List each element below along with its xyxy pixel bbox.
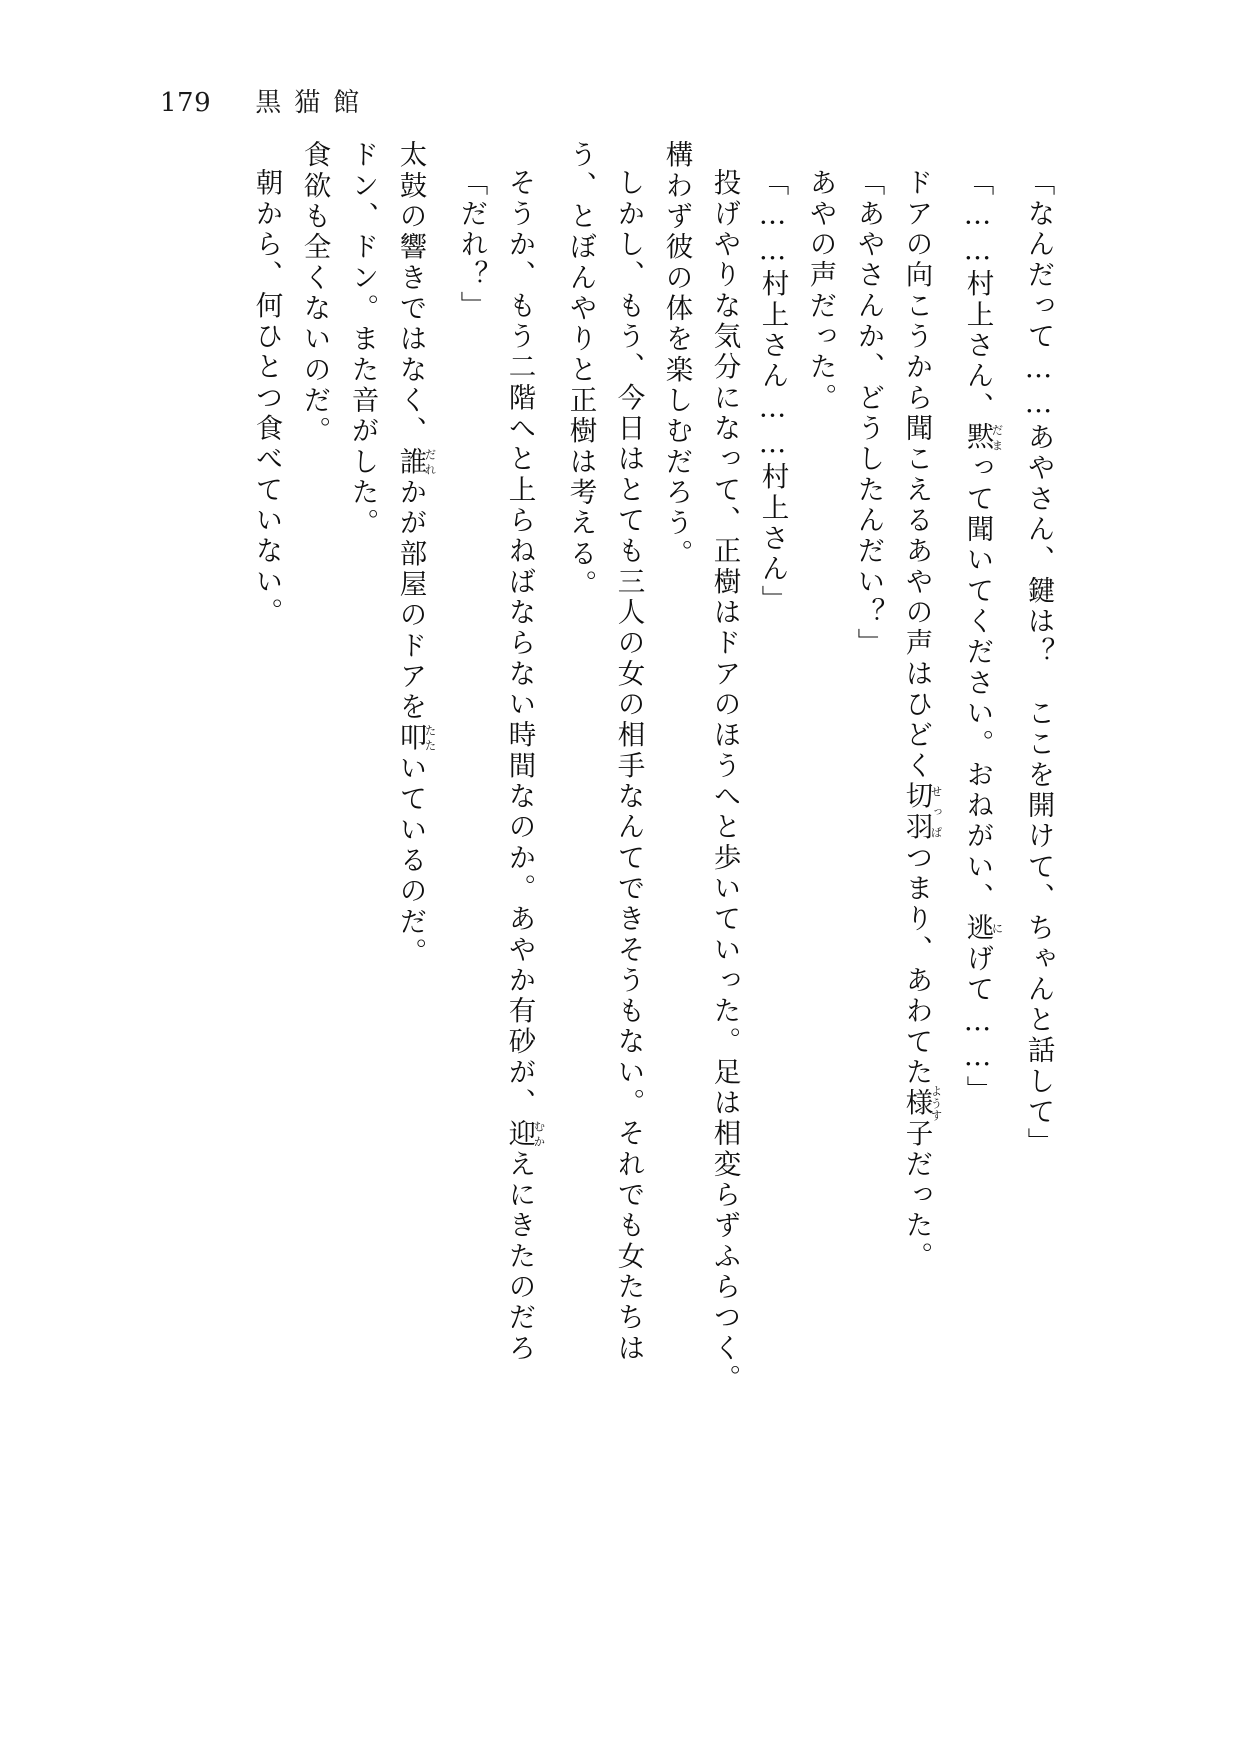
text-column: 「だれ？」	[455, 168, 488, 322]
book-title: 黒猫館	[255, 88, 373, 118]
vertical-text-body	[252, 140, 1132, 1430]
text-column: 朝から、何ひとつ食べていない。	[250, 168, 283, 628]
text-column: う、とぼんやりと正樹は考える。	[564, 140, 597, 600]
text-column: ドアの向こうから聞こえるあやの声はひどく切羽せっぱつまり、あわてた様ようす子だった。	[900, 168, 944, 1272]
text-column: ドン、ドン。また音がした。	[346, 140, 379, 539]
text-column: 太鼓の響きではなく、誰だれかが部屋のドアを叩たたいているのだ。	[394, 140, 438, 968]
running-head	[160, 82, 372, 119]
text-column: 「……村上さん、黙だまって聞いてください。おねがい、逃にげて……」	[961, 168, 1005, 1106]
text-column: あやの声だった。	[804, 168, 837, 414]
text-column: 「なんだって……あやさん、鍵は？ ここを開けて、ちゃんと話して」	[1022, 168, 1055, 1159]
page-number: 179	[160, 88, 212, 118]
text-column: しかし、もう、今日はとても三人の女の相手なんてできそうもない。それでも女たちは	[612, 168, 645, 1364]
text-column: 食欲も全くないのだ。	[298, 140, 331, 447]
text-column: そうか、もう二階へと上らねばならない時間なのか。あやか有砂が、迎むかえにきたのだろ	[503, 168, 547, 1364]
text-column: 構わず彼の体を楽しむだろう。	[660, 140, 693, 570]
text-column: 「あやさんか、どうしたんだい？」	[852, 168, 885, 659]
text-column: 「……村上さん……村上さん」	[756, 168, 789, 616]
text-column: 投げやりな気分になって、正樹はドアのほうへと歩いていった。足は相変らずふらつく。	[708, 168, 741, 1395]
